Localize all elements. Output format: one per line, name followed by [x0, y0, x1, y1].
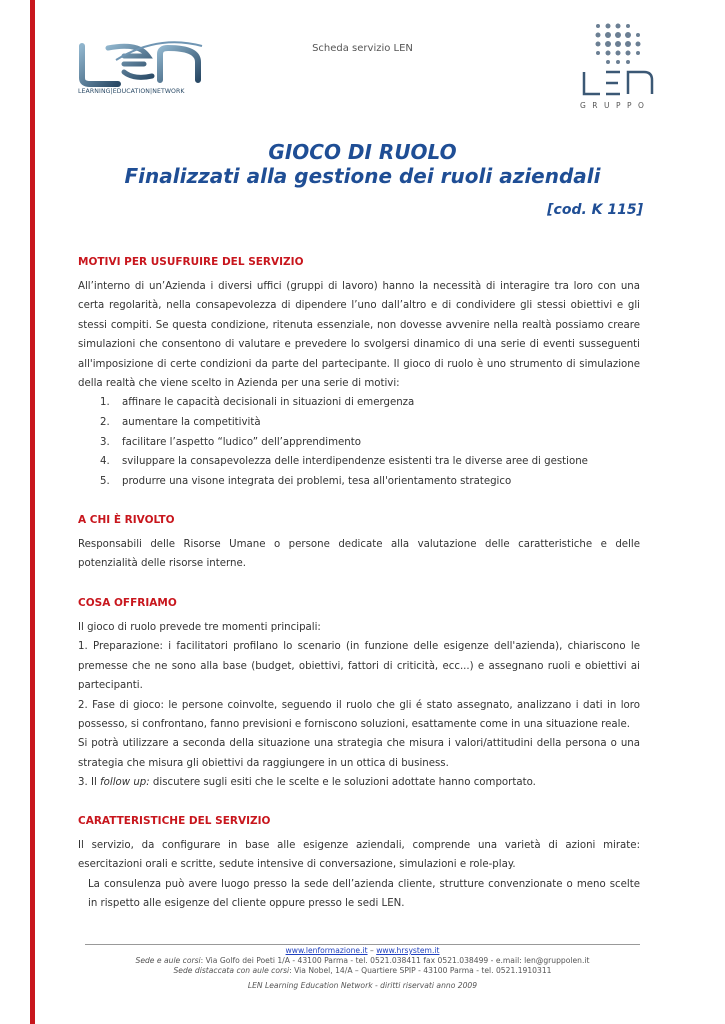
section-paragraph-2: La consulenza può avere luogo presso la sede dell’azienda cliente, strutture convenzionate o meno scelte in rispetto alle esigenze del cliente oppure presso le sedi LEN.	[88, 878, 640, 910]
header-note: Scheda servizio LEN	[312, 43, 413, 54]
section-step-2: 2. Fase di gioco: le persone coinvolte, seguendo il ruolo che gli é stato assegnato, analizzano i dati in loro possesso, si confrontano, fanno previsioni e forniscono soluzioni, esattamente come in una situazione reale.	[78, 699, 640, 731]
logo-gruppo-word: GRUPPO	[580, 101, 651, 110]
left-accent-bar	[30, 0, 35, 1024]
section-heading: COSA OFFRIAMO	[78, 597, 177, 609]
footer-links: www.lenformazione.it – www.hrsystem.it	[285, 946, 440, 955]
section-paragraph: Responsabili delle Risorse Umane o persone dedicate alla valutazione delle caratteristiche e delle potenzialità delle risorse interne.	[78, 539, 640, 570]
section-caratteristiche	[78, 815, 640, 914]
footer-address-branch: Sede distaccata con aule corsi: Via Nobel, 14/A – Quartiere SPIP - 43100 Parma - tel. 0521.1910311	[173, 966, 552, 975]
title-line-2: Finalizzati alla gestione dei ruoli aziendali	[124, 164, 601, 188]
section-strategy: Si potrà utilizzare a seconda della situazione una strategia che misura i valori/attitudini della persona o una strategia che misura gli obiettivi da raggiungere in un ottica di business.	[78, 738, 640, 769]
section-intro: Il gioco di ruolo prevede tre momenti principali:	[78, 622, 321, 633]
list-item: 2. aumentare la competitività	[100, 417, 261, 429]
service-code: [cod. K 115]	[547, 202, 643, 218]
section-paragraph: Il servizio, da configurare in base alle esigenze aziendali, comprende una varietà di azioni mirate: esercitazioni orali e scritte, sedute intensive di conversazione, simulazioni e role-play.	[78, 840, 640, 871]
footer-link-hrsystem[interactable]: www.hrsystem.it	[376, 946, 440, 955]
section-step-3: 3. Il follow up: discutere sugli esiti che le scelte e le soluzioni adottate hanno comportato.	[78, 777, 536, 789]
section-step-1: 1. Preparazione: i facilitatori profilano lo scenario (in funzione delle esigenze dell'azienda), chiariscono le premesse che ne sono alla base (budget, obiettivi, fattori di criticità, ecc...) e assegnano ruoli e obiettivi ai partecipanti.	[78, 641, 640, 692]
section-paragraph: All’interno di un’Azienda i diversi uffici (gruppi di lavoro) hanno la necessità di interagire tra loro con una certa regolarità, nella consapevolezza di dipendere l’uno dall’altro e di condividere gli stessi obiettivi e gli stessi compiti. Se questa condizione, ritenuta essenziale, non dovesse avvenire nella realtà possiamo creare simulazioni che consentono di valutare e prevedere lo svolgersi dinamico di una serie di eventi susseguenti all'imposizione di certe condizioni da parte del partecipante. Il gioco di ruolo è uno strumento di simulazione della realtà che viene scelto in Azienda per una serie di motivi:	[78, 281, 640, 390]
section-heading: CARATTERISTICHE DEL SERVIZIO	[78, 815, 271, 827]
dot-grid-logo-mark	[580, 22, 660, 100]
section-motivi	[78, 256, 640, 491]
page-title	[40, 140, 685, 188]
footer-link-lenformazione[interactable]: www.lenformazione.it	[285, 946, 368, 955]
list-item: 4. sviluppare la consapevolezza delle interdipendenze esistenti tra le diverse aree di gestione	[100, 456, 588, 468]
title-line-1: GIOCO DI RUOLO	[268, 140, 457, 164]
motivi-list	[78, 393, 640, 491]
list-item: 5. produrre una visone integrata dei problemi, tesa all'orientamento strategico	[100, 475, 512, 487]
section-offriamo	[78, 597, 640, 793]
footer-copyright: LEN Learning Education Network - diritti riservati anno 2009	[247, 981, 478, 990]
len-gruppo-logo	[580, 22, 660, 117]
logo-tagline: LEARNING|EDUCATION|NETWORK	[78, 88, 185, 95]
footer-divider	[85, 944, 640, 945]
footer-address-main: Sede e aule corsi: Via Golfo dei Poeti 1/A - 43100 Parma - tel. 0521.038411 fax 0521.038499 - e.mail: len@gruppolen.it	[135, 956, 590, 965]
section-heading: MOTIVI PER USUFRUIRE DEL SERVIZIO	[78, 256, 304, 268]
list-item: 1. affinare le capacità decisionali in situazioni di emergenza	[100, 397, 415, 409]
section-heading: A CHI È RIVOLTO	[78, 514, 175, 526]
list-item: 3. facilitare l’aspetto “ludico” dell’apprendimento	[100, 436, 361, 448]
section-rivolto	[78, 514, 640, 574]
